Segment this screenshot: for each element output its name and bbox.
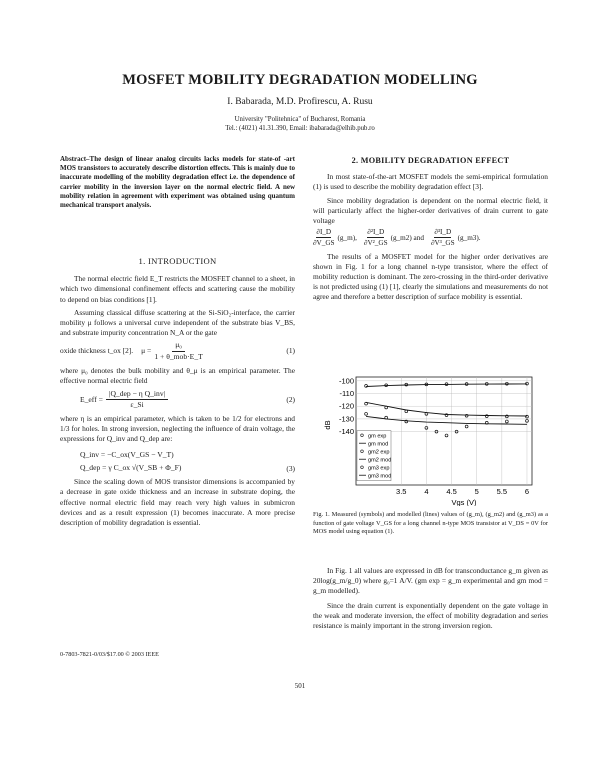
- x-tick-label: 6: [524, 487, 530, 496]
- equation-1-number: (1): [286, 346, 295, 356]
- figure-1-chart: [322, 373, 538, 506]
- authors: I. Babarada, M.D. Profirescu, A. Rusu: [227, 97, 373, 107]
- intro-paragraph-2-end: oxide thickness t_ox [2].: [60, 346, 134, 356]
- legend-label: gm2 mod: [368, 457, 392, 464]
- affiliation: [0, 116, 600, 133]
- y-tick-label: -100: [338, 376, 354, 386]
- intro-paragraph-1: The normal electric field E_T restricts the MOSFET channel to a sheet, in which two dimensional confinement effects and scattering cause the mobility to depend on bias conditions [1].: [60, 274, 295, 304]
- legend-label: gm mod: [368, 441, 389, 448]
- legend-label: gm2 exp: [368, 449, 390, 456]
- derivative-3: [431, 227, 455, 248]
- mobility-paragraph-4: In Fig. 1 all values are expressed in dB for transconductance g_m given as 20log(g_m/g_0) where g₀=1 A/V. (gm exp = g_m experimental and gm mod = g_m modelled).: [313, 566, 548, 596]
- legend-label: gm3 mod: [368, 473, 392, 480]
- affiliation-line-1: University "Politehnica" of Bucharest, Romania: [234, 116, 366, 123]
- x-tick-label: 4.5: [446, 487, 457, 496]
- x-tick-label: 3.5: [396, 487, 407, 496]
- derivative-2-num: ∂²I_D: [367, 227, 384, 238]
- equation-3b: Q_dep = γ C_ox √(V_SB + Φ_F): [80, 463, 182, 473]
- derivative-3-den: ∂V³_GS: [430, 239, 455, 248]
- derivative-1-num: ∂I_D: [316, 227, 331, 238]
- x-tick-label: 4: [424, 487, 429, 496]
- y-tick-label: -110: [339, 389, 354, 399]
- section-title-mobility: 2. MOBILITY DEGRADATION EFFECT: [351, 156, 510, 165]
- derivative-1: [313, 227, 335, 248]
- equation-3-lines: [80, 448, 181, 474]
- derivatives-row: [313, 227, 548, 248]
- equation-2-fraction: [106, 389, 168, 410]
- left-column: [60, 256, 295, 528]
- intro-paragraph-5: Since the scaling down of MOS transistor dimensions is accompanied by a decrease in gate oxide thickness and an increase in substrate doping, the effective normal electric field may reach very high values in submicron devices and as a result expression (1) becomes inaccurate. A more precise description of mobility degradation is essential.: [60, 477, 295, 528]
- derivative-1-den: ∂V_GS: [313, 239, 335, 248]
- x-tick-label: 5.5: [496, 487, 508, 496]
- y-tick-label: -140: [338, 427, 354, 437]
- derivative-2: [364, 227, 388, 248]
- derivative-2-symbol: (g_m2) and: [390, 233, 424, 242]
- equation-1-fraction: [154, 340, 202, 361]
- right-column-lower: [313, 566, 548, 631]
- mobility-paragraph-1: In most state-of-the-art MOSFET models the semi-empirical formulation (1) is used to describe the mobility degradation effect [3].: [313, 172, 548, 192]
- equation-1-numerator: μ₀: [172, 340, 185, 351]
- equation-3-number: (3): [286, 464, 295, 474]
- x-axis-label: Vgs (V): [451, 498, 477, 506]
- intro-paragraph-2: Assuming classical diffuse scattering at the Si-SiO₂-interface, the carrier mobility μ follows a universal curve independent of the substrate bias V_BS, and substrate impurity concentration N_A or the gate: [60, 307, 295, 338]
- figure-1-caption: Fig. 1. Measured (symbols) and modelled (lines) values of (g_m), (g_m2) and (g_m3) as a function of gate voltage V_GS for a long channel n-type MOS transistor at V_DS = 0V for MOS model using equation (1).: [313, 511, 548, 536]
- x-tick-label: 5: [474, 487, 479, 496]
- abstract: Abstract–The design of linear analog circuits lacks models for state-of -art MOS transistors to accurately describe distortion effects. This is mainly due to inaccurate modelling of the mobility degradation effect i.e. the dependence of carrier mobility in the inversion layer on the normal electric field. A new mobility relation in agreement with experiment was obtained using quantum mechanical transport analysis.: [60, 155, 295, 210]
- mobility-paragraph-5: Since the drain current is exponentially dependent on the gate voltage in the weak and moderate inversion, the effect of mobility degradation and series resistance is mainly important in the strong inversion region.: [313, 600, 548, 631]
- derivative-3-num: ∂³I_D: [434, 227, 451, 238]
- paper-title: MOSFET MOBILITY DEGRADATION MODELLING: [122, 72, 478, 88]
- intro-paragraph-3: where μ₀ denotes the bulk mobility and θ_μ is an empirical parameter. The effective normal electric field: [60, 365, 295, 386]
- equation-3a: Q_inv = −C_ox(V_GS − V_T): [80, 450, 174, 460]
- y-axis-label: dB: [323, 420, 332, 430]
- y-tick-label: -130: [338, 414, 354, 424]
- derivative-1-symbol: (g_m),: [337, 233, 357, 242]
- y-tick-label: -120: [338, 401, 354, 411]
- equation-1-lhs: μ =: [141, 346, 152, 356]
- derivative-2-den: ∂V²_GS: [363, 239, 388, 248]
- equation-2-numerator: |Q_dep − η Q_inv|: [106, 389, 168, 400]
- section-title-introduction: 1. INTRODUCTION: [138, 256, 217, 266]
- mobility-paragraph-2: Since mobility degradation is dependent on the normal electric field, it will particularly affect the higher-order derivatives of drain current to gate voltage: [313, 195, 548, 226]
- equation-2-number: (2): [286, 394, 295, 404]
- legend-label: gm3 exp: [368, 465, 390, 472]
- copyright-footer: 0-7803-7821-0/03/$17.00 © 2003 IEEE: [60, 651, 159, 658]
- equation-2-lhs: E_eff =: [80, 394, 103, 404]
- equation-1-row: [60, 340, 295, 361]
- equation-2-row: [80, 389, 295, 410]
- affiliation-line-2: Tel.: (4021) 41.31.390, Email: ibabarada@elhib.pub.ro: [225, 124, 375, 132]
- mobility-paragraph-3: The results of a MOSFET model for the higher order derivatives are shown in Fig. 1 for a long channel n-type transistor, where the effect of mobility reduction is dominant. The zero-crossing in the third-order derivative is not predicted using (1) [1], clearly the simulations and measurements do not agree and therefore a better description of surface mobility is essential.: [313, 251, 548, 302]
- equation-2-denominator: ε_Si: [130, 400, 144, 410]
- intro-paragraph-4: where η is an empirical parameter, which is taken to be 1/2 for electrons and 1/3 for holes. In strong inversion, neglecting the influence of drain voltage, the expressions for Q_inv and Q_dep are:: [60, 413, 295, 444]
- equation-1-denominator: 1 + θ_mob·E_T: [154, 351, 203, 361]
- legend-label: gm exp: [368, 433, 387, 440]
- right-column: [313, 156, 548, 303]
- derivative-3-symbol: (g_m3).: [457, 233, 481, 242]
- page-number: 501: [294, 682, 306, 690]
- equation-3-block: [80, 448, 295, 474]
